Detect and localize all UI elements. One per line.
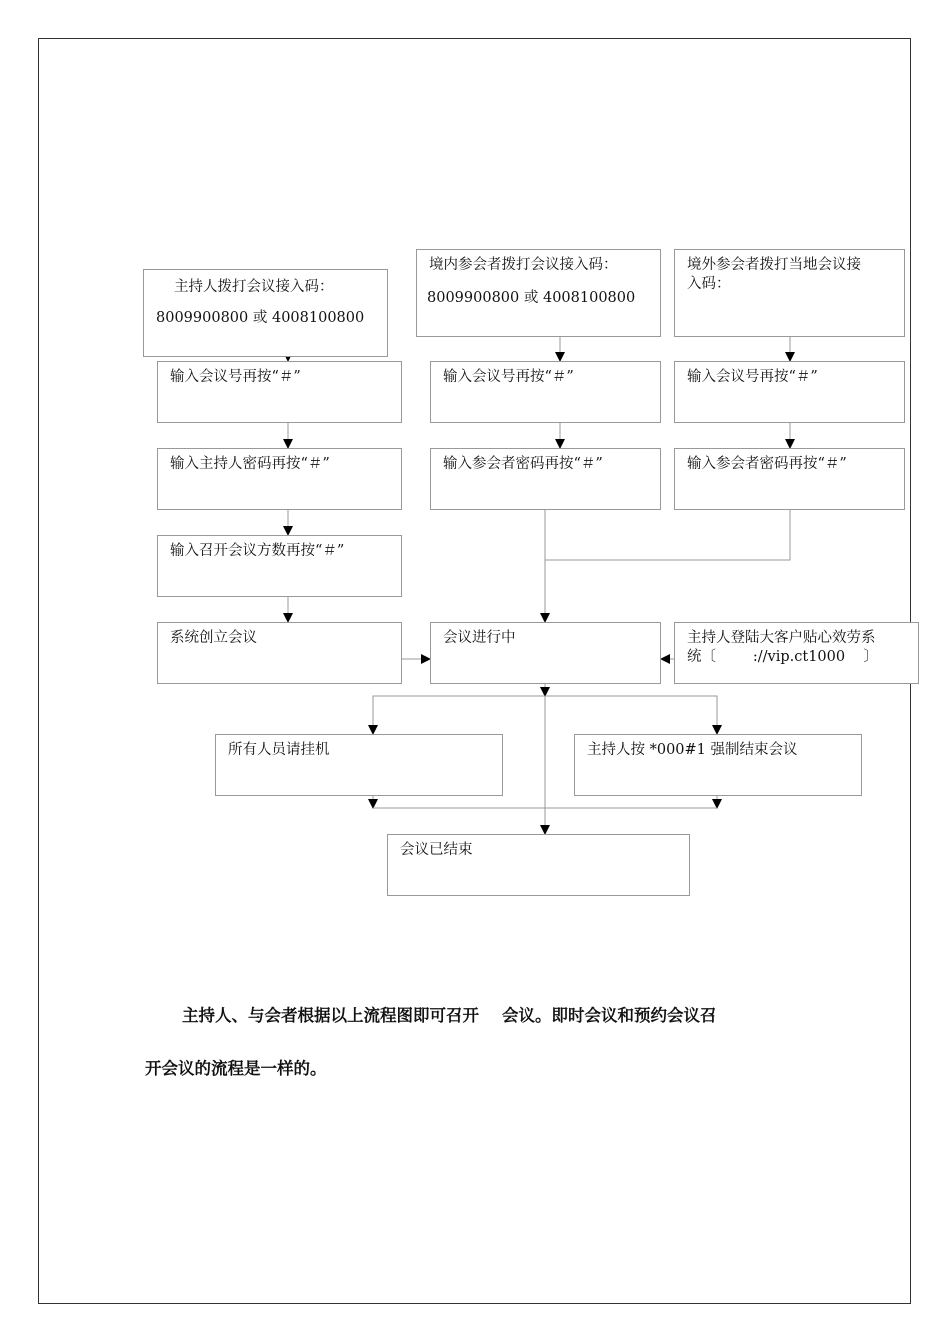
all-hang-up-box (215, 734, 503, 796)
vip-login-line1: 主持人登陆大客户贴心效劳系 (687, 630, 876, 646)
paragraph-line1: 主持人、与会者根据以上流程图即可召开 会议。即时会议和预约会议召 (182, 1006, 717, 1025)
overseas-dial-line2: 入码： (687, 276, 731, 292)
ended-box (387, 834, 690, 896)
all-hang-up-label: 所有人员请挂机 (228, 742, 330, 758)
in-progress-label: 会议进行中 (443, 630, 516, 646)
domestic-dial-box (416, 249, 661, 337)
host-dial-line1: 主持人拨打会议接入码： (174, 279, 334, 295)
domestic-dial-line2: 8009900800 或 4008100800 (427, 290, 636, 306)
ended-label: 会议已结束 (400, 842, 473, 858)
overseas-password-label: 输入参会者密码再按“＃” (687, 456, 847, 472)
in-progress-box (430, 622, 661, 684)
party-count-label: 输入召开会议方数再按“＃” (170, 543, 345, 559)
host-conf-no-box (157, 361, 402, 423)
host-password-box (157, 448, 402, 510)
system-create-label: 系统创立会议 (170, 630, 257, 646)
arrow-split-to-hang-up (373, 696, 545, 734)
overseas-conf-no-label: 输入会议号再按“＃” (687, 369, 818, 385)
domestic-password-label: 输入参会者密码再按“＃” (443, 456, 603, 472)
host-password-label: 输入主持人密码再按“＃” (170, 456, 330, 472)
domestic-password-box (430, 448, 661, 510)
host-conf-no-label: 输入会议号再按“＃” (170, 369, 301, 385)
domestic-conf-no-box (430, 361, 661, 423)
host-dial-line2: 8009900800 或 4008100800 (156, 310, 365, 326)
overseas-password-box (674, 448, 905, 510)
vip-login-box (674, 622, 919, 684)
arrow-split-to-force-end (545, 696, 717, 734)
overseas-conf-no-box (674, 361, 905, 423)
host-dial-box (143, 269, 388, 357)
paragraph-line2: 开会议的流程是一样的。 (145, 1059, 327, 1078)
vip-login-line2: 统〔 ://vip.ct1000 〕 (687, 649, 879, 665)
party-count-box (157, 535, 402, 597)
arrow-overseas-password-merge (545, 510, 790, 560)
overseas-dial-line1: 境外参会者拨打当地会议接 (687, 257, 861, 273)
domestic-dial-line1: 境内参会者拨打会议接入码： (429, 257, 618, 273)
domestic-conf-no-label: 输入会议号再按“＃” (443, 369, 574, 385)
overseas-dial-box (674, 249, 905, 337)
system-create-box (157, 622, 402, 684)
force-end-label: 主持人按 *000#1 强制结束会议 (587, 742, 798, 758)
force-end-box (574, 734, 862, 796)
